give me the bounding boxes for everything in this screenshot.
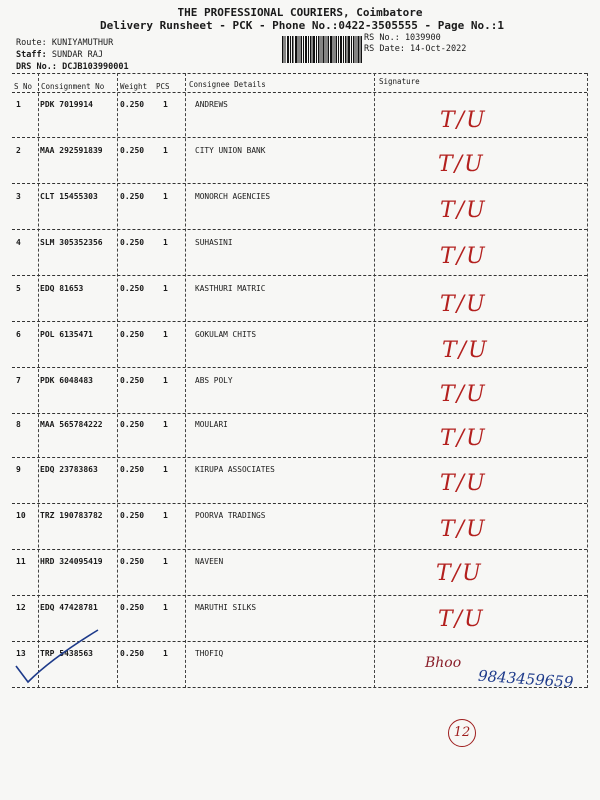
col-header-weight: Weight [120, 82, 148, 91]
row-consignee: POORVA TRADINGS [195, 511, 266, 520]
row-signature: T/U [440, 382, 487, 407]
row-signature: T/U [440, 198, 487, 223]
row-consignment: EDQ 47428781 [40, 603, 98, 612]
table-row [0, 100, 600, 146]
row-sno: 10 [16, 511, 26, 520]
row-rule [12, 275, 587, 276]
row-sno: 9 [16, 465, 21, 474]
row-consignee: GOKULAM CHITS [195, 330, 257, 339]
table-row [0, 330, 600, 376]
row-pcs: 1 [163, 100, 168, 109]
row-rule [12, 549, 587, 550]
row-signature: T/U [438, 607, 485, 632]
row-pcs: 1 [163, 192, 168, 201]
row-signature: T/U [440, 244, 487, 269]
row-pcs: 1 [163, 511, 168, 520]
drs-line [16, 62, 129, 72]
row-signature: T/U [440, 471, 487, 496]
row-rule [12, 137, 587, 138]
row-consignee: MOULARI [195, 420, 228, 429]
row13-handwritten-mark: Bhoo [425, 655, 462, 671]
row-weight: 0.250 [120, 603, 145, 612]
rs-date: RS Date: 14-Oct-2022 [364, 44, 467, 54]
row-pcs: 1 [163, 284, 168, 293]
row-signature: T/U [440, 517, 487, 542]
row-consignee: ABS POLY [195, 376, 233, 385]
row-sno: 6 [16, 330, 21, 339]
row-signature: T/U [440, 426, 487, 451]
runsheet-subtitle: Delivery Runsheet - PCK - Phone No.:0422-3505555 - Page No.:1 [100, 19, 504, 32]
row-consignment: PDK 6048483 [40, 376, 93, 385]
row-sno: 1 [16, 100, 21, 109]
row-weight: 0.250 [120, 284, 145, 293]
rs-info [364, 33, 466, 55]
col-header-signature: Signature [379, 77, 420, 86]
row-consignee: ANDREWS [195, 100, 228, 109]
row-sno: 8 [16, 420, 21, 429]
rs-number: RS No.: 1039900 [364, 33, 441, 43]
row-weight: 0.250 [120, 238, 145, 247]
row-consignment: HRD 324095419 [40, 557, 103, 566]
table-row [0, 238, 600, 284]
row-rule [12, 183, 587, 184]
table-row [0, 465, 600, 511]
col-header-consignment: Consignment No [41, 82, 105, 91]
route-value: KUNIYAMUTHUR [51, 38, 114, 48]
row-consignment: CLT 15455303 [40, 192, 98, 201]
route-label: Route: [16, 38, 47, 48]
row-consignment: EDQ 23783863 [40, 465, 98, 474]
row-weight: 0.250 [120, 376, 145, 385]
row-consignment: TRZ 190783782 [40, 511, 103, 520]
table-row [0, 376, 600, 422]
header-bottom-rule [12, 92, 587, 93]
row-weight: 0.250 [120, 465, 145, 474]
row-sno: 4 [16, 238, 21, 247]
route-line [16, 38, 113, 48]
row-signature: T/U [440, 108, 487, 133]
page-count-mark: 12 [448, 719, 476, 747]
row-signature: T/U [438, 152, 485, 177]
row-pcs: 1 [163, 603, 168, 612]
row-weight: 0.250 [120, 511, 145, 520]
row-rule [12, 595, 587, 596]
row-weight: 0.250 [120, 557, 145, 566]
table-row [0, 420, 600, 466]
row-consignee: KASTHURI MATRIC [195, 284, 266, 293]
row-pcs: 1 [163, 146, 168, 155]
row-consignee: MARUTHI SILKS [195, 603, 257, 612]
row-sno: 13 [16, 649, 26, 658]
row-weight: 0.250 [120, 649, 145, 658]
table-row [0, 146, 600, 192]
row-consignee: THOFIQ [195, 649, 224, 658]
row-consignee: MONORCH AGENCIES [195, 192, 271, 201]
table-row [0, 192, 600, 238]
staff-line [16, 50, 103, 60]
table-row [0, 511, 600, 557]
row-pcs: 1 [163, 557, 168, 566]
col-header-pcs: PCS [156, 82, 170, 91]
col-header-sno: S No [14, 82, 33, 91]
row-consignee: SUHASINI [195, 238, 233, 247]
row-rule [12, 367, 587, 368]
row-pcs: 1 [163, 649, 168, 658]
row-signature: T/U [442, 338, 489, 363]
row-sno: 3 [16, 192, 21, 201]
staff-value: SUNDAR RAJ [51, 50, 104, 60]
row-sno: 7 [16, 376, 21, 385]
row-pcs: 1 [163, 376, 168, 385]
row-weight: 0.250 [120, 100, 145, 109]
row-consignee: NAVEEN [195, 557, 224, 566]
row-sno: 5 [16, 284, 21, 293]
row-pcs: 1 [163, 238, 168, 247]
row-consignment: PDK 7019914 [40, 100, 93, 109]
row-consignee: CITY UNION BANK [195, 146, 266, 155]
row-pcs: 1 [163, 420, 168, 429]
staff-label: Staff: [16, 50, 47, 60]
row-rule [12, 457, 587, 458]
drs-value: DCJB103990001 [62, 62, 129, 72]
row-sno: 12 [16, 603, 26, 612]
row-rule [12, 229, 587, 230]
drs-label: DRS No.: [16, 62, 57, 72]
checkmark-icon [12, 628, 102, 688]
row-pcs: 1 [163, 465, 168, 474]
row-rule [12, 413, 587, 414]
table-row [0, 557, 600, 603]
company-title: THE PROFESSIONAL COURIERS, Coimbatore [177, 6, 423, 19]
row-weight: 0.250 [120, 192, 145, 201]
header-top-rule [12, 73, 587, 74]
row-consignment: POL 6135471 [40, 330, 93, 339]
row-rule [12, 321, 587, 322]
row-weight: 0.250 [120, 420, 145, 429]
row-weight: 0.250 [120, 146, 145, 155]
row13-handwritten-phone: 9843459659 [477, 666, 574, 692]
table-row [0, 284, 600, 330]
row-consignment: EDQ 81653 [40, 284, 84, 293]
row-rule [12, 503, 587, 504]
row-consignee: KIRUPA ASSOCIATES [195, 465, 275, 474]
row-consignment: SLM 305352356 [40, 238, 103, 247]
barcode-icon [282, 36, 362, 63]
row-consignment: MAA 292591839 [40, 146, 103, 155]
row-weight: 0.250 [120, 330, 145, 339]
row-consignment: TRP 5438563 [40, 649, 93, 658]
row-signature: T/U [440, 292, 487, 317]
row-pcs: 1 [163, 330, 168, 339]
row-consignment: MAA 565784222 [40, 420, 103, 429]
col-header-consignee: Consignee Details [189, 80, 266, 89]
row-sno: 2 [16, 146, 21, 155]
row-sno: 11 [16, 557, 26, 566]
row-signature: T/U [436, 561, 483, 586]
